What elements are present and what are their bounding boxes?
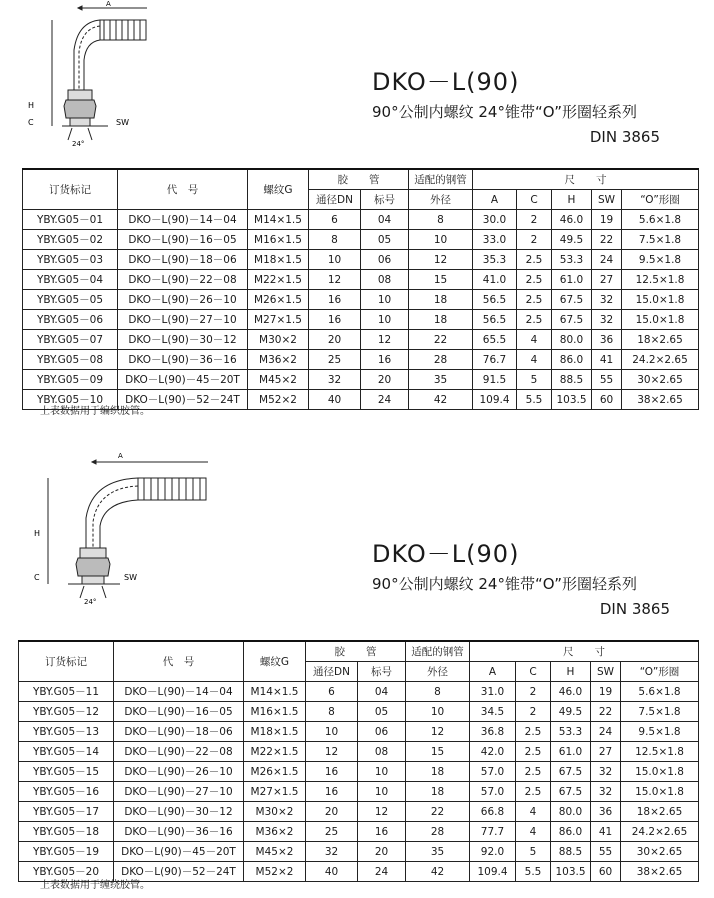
cell-thread: M45×2	[244, 842, 306, 862]
dimension-a-label: A	[118, 452, 123, 460]
cell-order-no: YBY.G05－03	[23, 250, 118, 270]
cell-oring: 24.2×2.65	[622, 350, 699, 370]
table-row	[19, 782, 699, 802]
cell-oring: 18×2.65	[622, 330, 699, 350]
cell-dim-c: 2	[516, 682, 551, 702]
header-hose-dn: 通径DN	[306, 662, 358, 682]
cell-tube-od: 15	[409, 270, 473, 290]
cell-code: DKO－L(90)－45－20T	[114, 842, 244, 862]
cell-tube-od: 28	[406, 822, 470, 842]
product-subtitle: 90°公制内螺纹 24°锥带“O”形圈轻系列	[372, 103, 638, 121]
cell-dim-h: 53.3	[552, 250, 592, 270]
cell-oring: 5.6×1.8	[622, 210, 699, 230]
cell-dim-a: 91.5	[473, 370, 517, 390]
cell-oring: 38×2.65	[622, 390, 699, 410]
spec-table	[18, 640, 699, 882]
cell-dim-h: 88.5	[552, 370, 592, 390]
cell-code: DKO－L(90)－36－16	[114, 822, 244, 842]
cell-oring: 30×2.65	[621, 842, 699, 862]
table-row	[19, 762, 699, 782]
cell-oring: 30×2.65	[622, 370, 699, 390]
table-row	[23, 330, 699, 350]
cell-order-no: YBY.G05－06	[23, 310, 118, 330]
cell-tube-od: 8	[406, 682, 470, 702]
cell-thread: M22×1.5	[244, 742, 306, 762]
cell-code: DKO－L(90)－36－16	[118, 350, 248, 370]
cell-hose-dn: 16	[306, 782, 358, 802]
cell-order-no: YBY.G05－01	[23, 210, 118, 230]
cell-dim-h: 61.0	[551, 742, 591, 762]
cell-order-no: YBY.G05－10	[23, 390, 118, 410]
table-row	[19, 822, 699, 842]
dimension-h-label: H	[28, 101, 35, 110]
cell-dim-c: 4	[517, 350, 552, 370]
cell-dim-h: 103.5	[552, 390, 592, 410]
cell-tube-od: 35	[409, 370, 473, 390]
dimension-c-label: C	[28, 118, 34, 127]
cell-dim-a: 65.5	[473, 330, 517, 350]
dimension-a-label: A	[106, 0, 111, 8]
cell-dim-sw: 32	[591, 762, 621, 782]
cell-dim-a: 56.5	[473, 310, 517, 330]
cell-hose-dn: 6	[306, 682, 358, 702]
header-tube-od: 外径	[409, 190, 473, 210]
cell-code: DKO－L(90)－26－10	[118, 290, 248, 310]
product-standard: DIN 3865	[599, 600, 670, 618]
cell-order-no: YBY.G05－04	[23, 270, 118, 290]
cell-thread: M52×2	[248, 390, 309, 410]
cell-oring: 24.2×2.65	[621, 822, 699, 842]
cell-dim-a: 76.7	[473, 350, 517, 370]
cell-oring: 15.0×1.8	[621, 782, 699, 802]
header-dim-sw: SW	[592, 190, 622, 210]
cell-dim-c: 4	[516, 802, 551, 822]
cell-dim-sw: 32	[592, 290, 622, 310]
cell-dim-h: 67.5	[552, 310, 592, 330]
cell-hose-mark: 08	[358, 742, 406, 762]
cell-dim-c: 2.5	[516, 722, 551, 742]
cell-thread: M27×1.5	[248, 310, 309, 330]
header-order-no: 订货标记	[23, 169, 118, 210]
table-row	[19, 682, 699, 702]
cell-oring: 15.0×1.8	[621, 762, 699, 782]
cell-code: DKO－L(90)－18－06	[114, 722, 244, 742]
cell-code: DKO－L(90)－27－10	[118, 310, 248, 330]
cell-dim-h: 80.0	[552, 330, 592, 350]
cell-thread: M22×1.5	[248, 270, 309, 290]
header-hose-mark: 标号	[361, 190, 409, 210]
cell-thread: M45×2	[248, 370, 309, 390]
table-row	[23, 270, 699, 290]
table-row	[23, 230, 699, 250]
header-hose-mark: 标号	[358, 662, 406, 682]
cell-hose-mark: 12	[361, 330, 409, 350]
cell-thread: M36×2	[248, 350, 309, 370]
cell-dim-c: 5.5	[517, 390, 552, 410]
cell-dim-c: 2.5	[517, 310, 552, 330]
cell-code: DKO－L(90)－18－06	[118, 250, 248, 270]
cell-dim-a: 30.0	[473, 210, 517, 230]
cell-thread: M16×1.5	[248, 230, 309, 250]
cell-hose-dn: 20	[306, 802, 358, 822]
cell-dim-sw: 60	[591, 862, 621, 882]
cell-code: DKO－L(90)－30－12	[118, 330, 248, 350]
cell-code: DKO－L(90)－30－12	[114, 802, 244, 822]
cell-code: DKO－L(90)－16－05	[118, 230, 248, 250]
cell-code: DKO－L(90)－16－05	[114, 702, 244, 722]
cell-hose-mark: 10	[361, 310, 409, 330]
cell-thread: M18×1.5	[244, 722, 306, 742]
header-dim-h: H	[551, 662, 591, 682]
cell-tube-od: 22	[406, 802, 470, 822]
cell-dim-sw: 55	[592, 370, 622, 390]
cell-dim-c: 2.5	[517, 250, 552, 270]
header-hose-dn: 通径DN	[309, 190, 361, 210]
cell-dim-a: 34.5	[470, 702, 516, 722]
cell-hose-dn: 10	[306, 722, 358, 742]
cell-tube-od: 18	[406, 782, 470, 802]
cell-hose-dn: 12	[306, 742, 358, 762]
cell-dim-a: 77.7	[470, 822, 516, 842]
cell-dim-h: 86.0	[551, 822, 591, 842]
cell-thread: M14×1.5	[248, 210, 309, 230]
cell-dim-a: 42.0	[470, 742, 516, 762]
cell-dim-sw: 36	[592, 330, 622, 350]
cell-tube-od: 22	[409, 330, 473, 350]
dimension-sw-label: SW	[124, 573, 137, 582]
cell-tube-od: 12	[409, 250, 473, 270]
table-row	[23, 290, 699, 310]
header-tube: 适配的钢管	[406, 641, 470, 662]
cell-dim-sw: 19	[592, 210, 622, 230]
cell-thread: M27×1.5	[244, 782, 306, 802]
table-row	[23, 310, 699, 330]
cell-hose-mark: 05	[358, 702, 406, 722]
cell-dim-sw: 22	[591, 702, 621, 722]
cell-thread: M14×1.5	[244, 682, 306, 702]
cell-dim-h: 67.5	[551, 782, 591, 802]
cell-dim-a: 57.0	[470, 782, 516, 802]
table-row	[19, 742, 699, 762]
cell-dim-a: 57.0	[470, 762, 516, 782]
table-row	[23, 250, 699, 270]
cell-order-no: YBY.G05－16	[19, 782, 114, 802]
header-hose: 胶 管	[309, 169, 409, 190]
cell-dim-sw: 41	[591, 822, 621, 842]
table-row	[19, 802, 699, 822]
cell-oring: 12.5×1.8	[622, 270, 699, 290]
cell-tube-od: 18	[406, 762, 470, 782]
cell-dim-sw: 36	[591, 802, 621, 822]
cell-hose-dn: 8	[306, 702, 358, 722]
cell-hose-dn: 6	[309, 210, 361, 230]
product-section-2	[0, 448, 714, 896]
table-row	[19, 842, 699, 862]
cell-oring: 7.5×1.8	[622, 230, 699, 250]
cell-code: DKO－L(90)－45－20T	[118, 370, 248, 390]
header-dim-c: C	[517, 190, 552, 210]
cell-order-no: YBY.G05－11	[19, 682, 114, 702]
cell-dim-c: 2.5	[517, 270, 552, 290]
cell-tube-od: 35	[406, 842, 470, 862]
cell-dim-sw: 27	[592, 270, 622, 290]
cell-hose-mark: 24	[358, 862, 406, 882]
cell-dim-sw: 32	[591, 782, 621, 802]
header-dim-h: H	[552, 190, 592, 210]
cell-thread: M36×2	[244, 822, 306, 842]
cell-dim-c: 5	[516, 842, 551, 862]
cell-order-no: YBY.G05－02	[23, 230, 118, 250]
cell-code: DKO－L(90)－22－08	[118, 270, 248, 290]
header-tube-od: 外径	[406, 662, 470, 682]
cell-dim-c: 5.5	[516, 862, 551, 882]
cell-dim-a: 35.3	[473, 250, 517, 270]
cell-oring: 18×2.65	[621, 802, 699, 822]
cell-hose-dn: 10	[309, 250, 361, 270]
cell-dim-a: 109.4	[473, 390, 517, 410]
cell-hose-mark: 12	[358, 802, 406, 822]
elbow-fitting-drawing	[22, 0, 152, 150]
cell-hose-dn: 20	[309, 330, 361, 350]
cell-order-no: YBY.G05－15	[19, 762, 114, 782]
cell-dim-c: 4	[517, 330, 552, 350]
cell-dim-h: 61.0	[552, 270, 592, 290]
product-subtitle: 90°公制内螺纹 24°锥带“O”形圈轻系列	[372, 575, 638, 593]
table-note: 上表数据用于编织胶管。	[40, 406, 150, 417]
cell-hose-dn: 32	[306, 842, 358, 862]
cell-oring: 12.5×1.8	[621, 742, 699, 762]
cell-dim-a: 36.8	[470, 722, 516, 742]
cell-dim-c: 2.5	[517, 290, 552, 310]
cell-oring: 9.5×1.8	[622, 250, 699, 270]
cell-order-no: YBY.G05－17	[19, 802, 114, 822]
cell-hose-dn: 16	[309, 290, 361, 310]
cell-tube-od: 18	[409, 310, 473, 330]
title-block	[372, 534, 682, 618]
cell-thread: M26×1.5	[244, 762, 306, 782]
product-section-1	[0, 0, 714, 440]
cell-hose-dn: 8	[309, 230, 361, 250]
product-standard: DIN 3865	[589, 128, 660, 146]
cell-code: DKO－L(90)－27－10	[114, 782, 244, 802]
product-title: DKO－L(90)	[372, 68, 520, 96]
cell-tube-od: 8	[409, 210, 473, 230]
cell-dim-h: 46.0	[552, 210, 592, 230]
cell-oring: 15.0×1.8	[622, 290, 699, 310]
cell-hose-dn: 25	[309, 350, 361, 370]
cell-code: DKO－L(90)－52－24T	[114, 862, 244, 882]
cell-order-no: YBY.G05－08	[23, 350, 118, 370]
cell-dim-sw: 24	[592, 250, 622, 270]
cell-hose-mark: 04	[361, 210, 409, 230]
cell-dim-c: 5	[517, 370, 552, 390]
cell-order-no: YBY.G05－14	[19, 742, 114, 762]
cell-dim-c: 2	[517, 210, 552, 230]
cell-hose-mark: 10	[358, 762, 406, 782]
cell-dim-h: 86.0	[552, 350, 592, 370]
cell-dim-sw: 32	[592, 310, 622, 330]
cell-order-no: YBY.G05－07	[23, 330, 118, 350]
header-dimensions: 尺 寸	[473, 169, 699, 190]
cell-hose-mark: 05	[361, 230, 409, 250]
cell-hose-mark: 24	[361, 390, 409, 410]
header-thread: 螺纹G	[248, 169, 309, 210]
cell-dim-c: 2.5	[516, 742, 551, 762]
cell-tube-od: 12	[406, 722, 470, 742]
cell-tube-od: 15	[406, 742, 470, 762]
header-hose: 胶 管	[306, 641, 406, 662]
cell-oring: 38×2.65	[621, 862, 699, 882]
cell-dim-a: 92.0	[470, 842, 516, 862]
cell-hose-mark: 10	[358, 782, 406, 802]
cell-hose-mark: 16	[361, 350, 409, 370]
cell-code: DKO－L(90)－22－08	[114, 742, 244, 762]
cell-dim-sw: 41	[592, 350, 622, 370]
table-row	[23, 370, 699, 390]
elbow-fitting-drawing	[28, 448, 218, 608]
cell-order-no: YBY.G05－13	[19, 722, 114, 742]
cell-dim-h: 46.0	[551, 682, 591, 702]
cell-dim-c: 2	[517, 230, 552, 250]
cell-order-no: YBY.G05－05	[23, 290, 118, 310]
cell-dim-c: 2.5	[516, 782, 551, 802]
cell-dim-a: 56.5	[473, 290, 517, 310]
table-row	[23, 210, 699, 230]
cell-dim-c: 4	[516, 822, 551, 842]
dimension-c-label: C	[34, 573, 40, 582]
cell-dim-h: 67.5	[551, 762, 591, 782]
cell-tube-od: 28	[409, 350, 473, 370]
dimension-sw-label: SW	[116, 118, 129, 127]
cell-order-no: YBY.G05－19	[19, 842, 114, 862]
cell-oring: 9.5×1.8	[621, 722, 699, 742]
header-order-no: 订货标记	[19, 641, 114, 682]
header-oring: “O”形圈	[622, 190, 699, 210]
cell-tube-od: 18	[409, 290, 473, 310]
cell-dim-h: 53.3	[551, 722, 591, 742]
cell-dim-a: 66.8	[470, 802, 516, 822]
spec-table	[22, 168, 699, 410]
cell-dim-c: 2	[516, 702, 551, 722]
cell-thread: M30×2	[244, 802, 306, 822]
angle-label: 24°	[84, 598, 97, 606]
cell-hose-mark: 20	[361, 370, 409, 390]
dimension-h-label: H	[34, 529, 41, 538]
cell-hose-mark: 06	[361, 250, 409, 270]
cell-hose-dn: 16	[306, 762, 358, 782]
cell-code: DKO－L(90)－26－10	[114, 762, 244, 782]
cell-dim-h: 103.5	[551, 862, 591, 882]
cell-dim-h: 88.5	[551, 842, 591, 862]
cell-code: DKO－L(90)－52－24T	[118, 390, 248, 410]
cell-thread: M26×1.5	[248, 290, 309, 310]
header-code: 代 号	[114, 641, 244, 682]
cell-tube-od: 10	[409, 230, 473, 250]
table-row	[23, 350, 699, 370]
cell-hose-mark: 16	[358, 822, 406, 842]
cell-dim-h: 80.0	[551, 802, 591, 822]
cell-thread: M52×2	[244, 862, 306, 882]
cell-tube-od: 10	[406, 702, 470, 722]
cell-dim-a: 41.0	[473, 270, 517, 290]
cell-code: DKO－L(90)－14－04	[114, 682, 244, 702]
header-thread: 螺纹G	[244, 641, 306, 682]
cell-dim-h: 49.5	[551, 702, 591, 722]
cell-dim-sw: 22	[592, 230, 622, 250]
cell-dim-h: 67.5	[552, 290, 592, 310]
cell-dim-sw: 27	[591, 742, 621, 762]
table-row	[19, 702, 699, 722]
cell-code: DKO－L(90)－14－04	[118, 210, 248, 230]
cell-hose-dn: 40	[309, 390, 361, 410]
cell-oring: 15.0×1.8	[622, 310, 699, 330]
header-dim-c: C	[516, 662, 551, 682]
cell-dim-a: 109.4	[470, 862, 516, 882]
cell-order-no: YBY.G05－20	[19, 862, 114, 882]
cell-thread: M16×1.5	[244, 702, 306, 722]
cell-hose-dn: 25	[306, 822, 358, 842]
header-dim-a: A	[473, 190, 517, 210]
cell-hose-dn: 32	[309, 370, 361, 390]
cell-oring: 5.6×1.8	[621, 682, 699, 702]
angle-label: 24°	[72, 140, 85, 148]
header-tube: 适配的钢管	[409, 169, 473, 190]
cell-dim-sw: 24	[591, 722, 621, 742]
cell-dim-c: 2.5	[516, 762, 551, 782]
cell-tube-od: 42	[409, 390, 473, 410]
table-note: 上表数据用于缠绕胶管。	[40, 880, 150, 891]
cell-hose-mark: 04	[358, 682, 406, 702]
cell-dim-sw: 60	[592, 390, 622, 410]
cell-dim-sw: 19	[591, 682, 621, 702]
cell-dim-h: 49.5	[552, 230, 592, 250]
cell-hose-mark: 20	[358, 842, 406, 862]
cell-tube-od: 42	[406, 862, 470, 882]
header-code: 代 号	[118, 169, 248, 210]
header-dimensions: 尺 寸	[470, 641, 699, 662]
cell-order-no: YBY.G05－12	[19, 702, 114, 722]
header-dim-sw: SW	[591, 662, 621, 682]
title-block	[372, 62, 672, 146]
table-row	[19, 722, 699, 742]
header-oring: “O”形圈	[621, 662, 699, 682]
cell-thread: M18×1.5	[248, 250, 309, 270]
header-dim-a: A	[470, 662, 516, 682]
cell-oring: 7.5×1.8	[621, 702, 699, 722]
cell-order-no: YBY.G05－09	[23, 370, 118, 390]
cell-order-no: YBY.G05－18	[19, 822, 114, 842]
cell-hose-dn: 12	[309, 270, 361, 290]
cell-hose-dn: 16	[309, 310, 361, 330]
cell-thread: M30×2	[248, 330, 309, 350]
cell-dim-a: 31.0	[470, 682, 516, 702]
cell-dim-a: 33.0	[473, 230, 517, 250]
cell-dim-sw: 55	[591, 842, 621, 862]
cell-hose-mark: 06	[358, 722, 406, 742]
product-title: DKO－L(90)	[372, 540, 520, 568]
cell-hose-mark: 10	[361, 290, 409, 310]
cell-hose-dn: 40	[306, 862, 358, 882]
cell-hose-mark: 08	[361, 270, 409, 290]
